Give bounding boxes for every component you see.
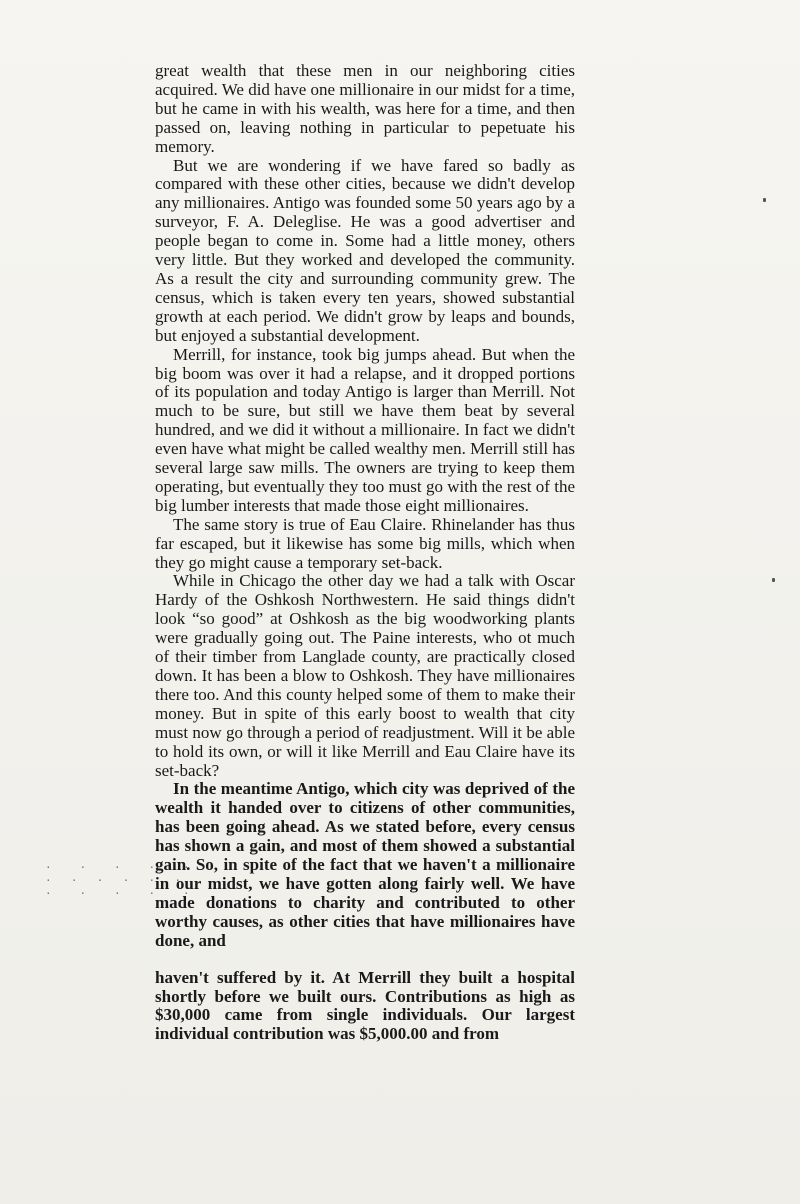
- margin-dot-artifact: . . . . . . . . . . . . . . . .: [45, 858, 192, 897]
- paragraph-7: haven't suffered by it. At Merrill they built a hospital shortly before we built ours. Contributions as high as $30,000 came from single individuals. Our largest individual contribution was $5,000.00 and from: [155, 967, 575, 1044]
- paragraph-5: While in Chicago the other day we had a talk with Oscar Hardy of the Oshkosh Northwestern. He said things didn't look “so good” at Oshkosh as the big woodworking plants were gradually going out. The Paine interests, who ot much of their timber from Langlade county, are practically closed down. It has been a blow to Oshkosh. They have millionaires there too. And this county helped some of them to make their money. But in spite of this early boost to wealth that city must now go through a period of readjustment. Will it be able to hold its own, or will it like Merrill and Eau Claire have its set-back?: [155, 571, 575, 780]
- paragraph-1: great wealth that these men in our neighboring cities acquired. We did have one millionaire in our midst for a time, but he came in with his wealth, was here for a time, and then passed on, leaving nothing in particular to pepetuate his memory.: [155, 61, 575, 156]
- paragraph-2: But we are wondering if we have fared so badly as compared with these other cities, because we didn't develop any millionaires. Antigo was founded some 50 years ago by a surveyor, F. A. Deleglise. He was a good advertiser and people began to come in. Some had a little money, others very little. But they worked and developed the community. As a result the city and surrounding community grew. The census, which is taken every ten years, showed substantial growth at each period. We didn't grow by leaps and bounds, but enjoyed a substantial development.: [155, 155, 575, 345]
- paragraph-4: The same story is true of Eau Claire. Rhinelander has thus far escaped, but it likewise has some big mills, which when they go might cause a temporary set-back.: [155, 514, 575, 572]
- paragraph-6: In the meantime Antigo, which city was deprived of the wealth it handed over to citizens of other communities, has been going ahead. As we stated before, every census has shown a gain, and most of them showed a substantial gain. So, in spite of the fact that we haven't a millionaire in our midst, we have gotten along fairly well. We have made donations to charity and contributed to other worthy causes, as other cities that have millionaires have done, and: [155, 779, 575, 950]
- paragraph-3: Merrill, for instance, took big jumps ahead. But when the big boom was over it had a relapse, and it dropped portions of its population and today Antigo is larger than Merrill. Not much to be sure, but still we have them beat by several hundred, and we did it without a millionaire. In fact we didn't even have what might be called wealthy men. Merrill still has several large saw mills. The owners are trying to keep them operating, but eventually they too must go with the rest of the big lumber interests that made those eight millionaires.: [155, 344, 575, 515]
- edge-mark-1: [763, 198, 766, 202]
- article-column: [155, 62, 575, 1044]
- edge-mark-2: [772, 578, 775, 582]
